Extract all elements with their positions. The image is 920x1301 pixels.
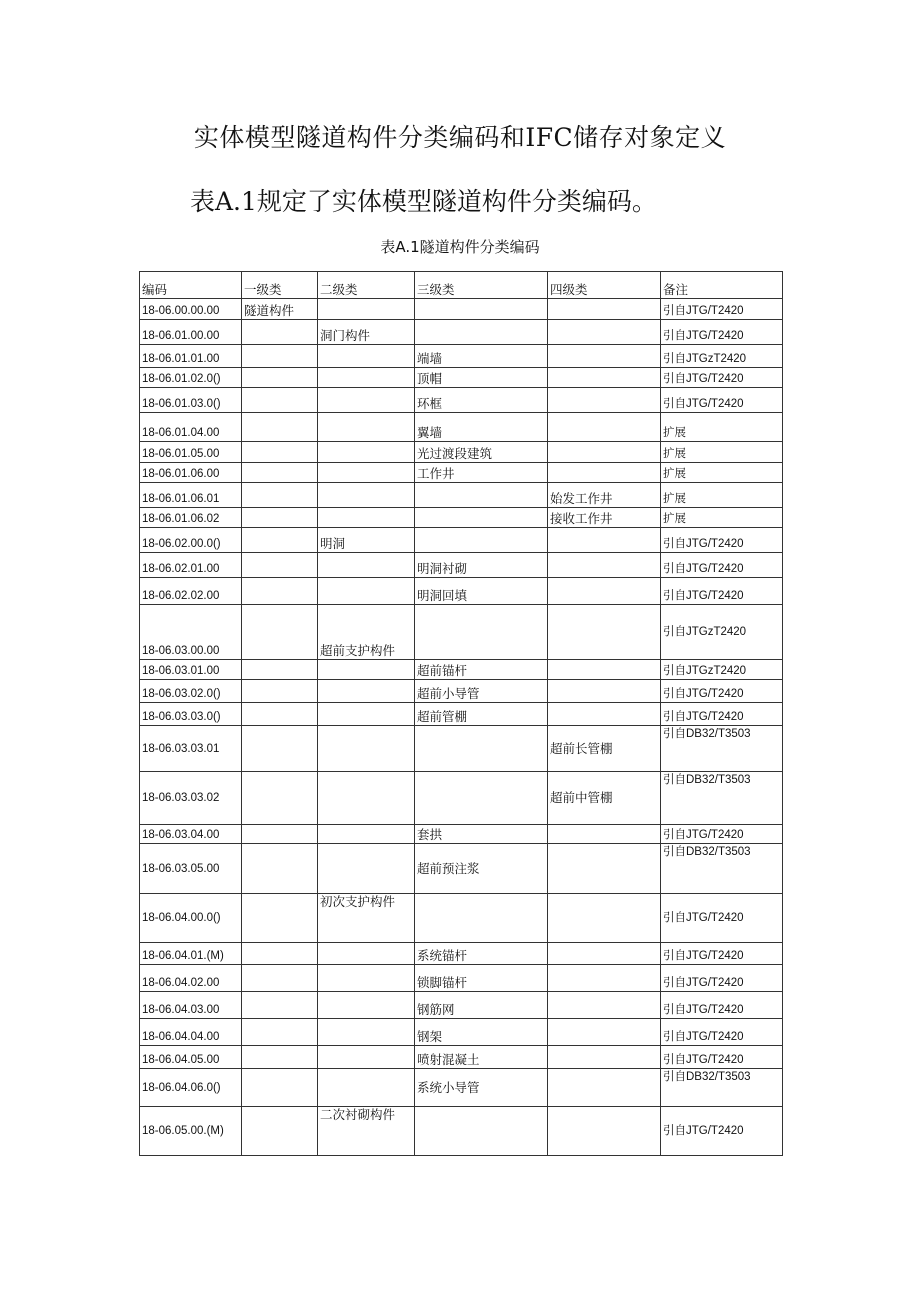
table-row [140, 844, 783, 894]
cell-code: 18-06.00.00.00 [140, 299, 242, 320]
cell-l3: 明洞回填 [415, 578, 548, 605]
cell-l3: 喷射混凝土 [415, 1046, 548, 1069]
cell-note: 扩展 [661, 413, 783, 442]
header-level2: 二级类 [318, 272, 415, 299]
table-row [140, 605, 783, 660]
cell-l4: 接收工作井 [548, 508, 661, 528]
table-row [140, 965, 783, 992]
cell-code: 18-06.01.06.01 [140, 483, 242, 508]
cell-note: 引自JTGzT2420 [661, 345, 783, 368]
cell-l2: 洞门构件 [318, 320, 415, 345]
table-row [140, 442, 783, 463]
cell-code: 18-06.01.03.0() [140, 388, 242, 413]
header-level3: 三级类 [415, 272, 548, 299]
cell-l1 [242, 368, 318, 388]
cell-note: 引自JTG/T2420 [661, 992, 783, 1019]
cell-l1 [242, 726, 318, 772]
cell-l4 [548, 320, 661, 345]
cell-note: 引自JTG/T2420 [661, 368, 783, 388]
cell-l1 [242, 483, 318, 508]
table-row [140, 726, 783, 772]
cell-l1 [242, 992, 318, 1019]
cell-code: 18-06.04.04.00 [140, 1019, 242, 1046]
cell-l2 [318, 299, 415, 320]
header-code: 编码 [140, 272, 242, 299]
cell-l1 [242, 1069, 318, 1107]
cell-note: 扩展 [661, 508, 783, 528]
cell-l4: 超前长管棚 [548, 726, 661, 772]
cell-l4 [548, 703, 661, 726]
cell-l1 [242, 965, 318, 992]
cell-l4 [548, 413, 661, 442]
cell-code: 18-06.04.02.00 [140, 965, 242, 992]
cell-l2 [318, 825, 415, 844]
cell-l1 [242, 578, 318, 605]
cell-l3 [415, 726, 548, 772]
table-row [140, 508, 783, 528]
cell-l4 [548, 1107, 661, 1156]
cell-l1 [242, 703, 318, 726]
cell-l3: 光过渡段建筑 [415, 442, 548, 463]
cell-l4 [548, 825, 661, 844]
cell-l2 [318, 992, 415, 1019]
cell-note: 引自JTG/T2420 [661, 1019, 783, 1046]
cell-note: 引自JTG/T2420 [661, 528, 783, 553]
table-caption: 表A.1隧道构件分类编码 [380, 238, 540, 256]
cell-l4 [548, 388, 661, 413]
cell-l3 [415, 508, 548, 528]
cell-l1 [242, 1107, 318, 1156]
cell-note: 引自JTG/T2420 [661, 943, 783, 965]
cell-l1 [242, 1046, 318, 1069]
cell-note: 引自DB32/T3503 [661, 772, 783, 825]
cell-code: 18-06.04.01.(M) [140, 943, 242, 965]
cell-l4 [548, 1019, 661, 1046]
table-row [140, 553, 783, 578]
cell-l2 [318, 1019, 415, 1046]
cell-note: 引自DB32/T3503 [661, 844, 783, 894]
table-header-row [140, 272, 783, 299]
cell-l3 [415, 605, 548, 660]
cell-l3: 明洞衬砌 [415, 553, 548, 578]
table-row [140, 1069, 783, 1107]
cell-l2 [318, 1069, 415, 1107]
cell-l1 [242, 320, 318, 345]
cell-l2 [318, 345, 415, 368]
cell-code: 18-06.03.03.01 [140, 726, 242, 772]
cell-l3 [415, 483, 548, 508]
cell-l2 [318, 844, 415, 894]
table-row [140, 772, 783, 825]
cell-code: 18-06.03.00.00 [140, 605, 242, 660]
cell-note: 引自JTG/T2420 [661, 388, 783, 413]
cell-note: 引自JTG/T2420 [661, 320, 783, 345]
cell-l1 [242, 345, 318, 368]
table-row [140, 680, 783, 703]
cell-l4: 超前中管棚 [548, 772, 661, 825]
table-row [140, 660, 783, 680]
table-row [140, 703, 783, 726]
cell-code: 18-06.01.00.00 [140, 320, 242, 345]
cell-code: 18-06.01.06.00 [140, 463, 242, 483]
table-row [140, 388, 783, 413]
cell-l1 [242, 388, 318, 413]
cell-l1 [242, 528, 318, 553]
cell-note: 扩展 [661, 463, 783, 483]
cell-l1 [242, 463, 318, 483]
table-row [140, 1019, 783, 1046]
cell-l2: 二次衬砌构件 [318, 1107, 415, 1156]
cell-l4 [548, 680, 661, 703]
cell-code: 18-06.03.01.00 [140, 660, 242, 680]
cell-l3: 端墙 [415, 345, 548, 368]
cell-l4 [548, 299, 661, 320]
cell-l1 [242, 825, 318, 844]
table-row [140, 943, 783, 965]
table-row [140, 825, 783, 844]
cell-l1 [242, 772, 318, 825]
cell-l3: 超前小导管 [415, 680, 548, 703]
cell-code: 18-06.02.01.00 [140, 553, 242, 578]
cell-l3: 顶帽 [415, 368, 548, 388]
cell-l2 [318, 772, 415, 825]
cell-l2 [318, 483, 415, 508]
cell-code: 18-06.01.06.02 [140, 508, 242, 528]
cell-l1 [242, 844, 318, 894]
cell-code: 18-06.01.01.00 [140, 345, 242, 368]
cell-note: 引自JTG/T2420 [661, 680, 783, 703]
cell-l3: 超前预注浆 [415, 844, 548, 894]
table-row [140, 463, 783, 483]
cell-note: 引自JTG/T2420 [661, 578, 783, 605]
cell-l2 [318, 660, 415, 680]
cell-l4 [548, 528, 661, 553]
cell-l3: 钢架 [415, 1019, 548, 1046]
table-row [140, 483, 783, 508]
cell-note: 引自JTG/T2420 [661, 965, 783, 992]
cell-l1 [242, 413, 318, 442]
cell-code: 18-06.02.00.0() [140, 528, 242, 553]
cell-l4 [548, 943, 661, 965]
table-row [140, 894, 783, 943]
cell-note: 引自JTG/T2420 [661, 894, 783, 943]
cell-l1 [242, 1019, 318, 1046]
cell-l3: 超前管棚 [415, 703, 548, 726]
cell-l3 [415, 772, 548, 825]
cell-l3: 超前锚杆 [415, 660, 548, 680]
cell-l1 [242, 442, 318, 463]
cell-code: 18-06.01.04.00 [140, 413, 242, 442]
cell-l2 [318, 508, 415, 528]
cell-note: 引自DB32/T3503 [661, 1069, 783, 1107]
cell-l4 [548, 578, 661, 605]
cell-l1: 隧道构件 [242, 299, 318, 320]
table-row [140, 345, 783, 368]
cell-l3: 套拱 [415, 825, 548, 844]
classification-table [139, 271, 783, 1156]
cell-l3: 钢筋网 [415, 992, 548, 1019]
cell-l4 [548, 345, 661, 368]
cell-l2 [318, 413, 415, 442]
cell-code: 18-06.01.02.0() [140, 368, 242, 388]
cell-note: 扩展 [661, 442, 783, 463]
cell-l1 [242, 680, 318, 703]
cell-l2: 初次支护构件 [318, 894, 415, 943]
cell-l3: 系统锚杆 [415, 943, 548, 965]
cell-l4 [548, 463, 661, 483]
cell-l4 [548, 368, 661, 388]
cell-code: 18-06.04.05.00 [140, 1046, 242, 1069]
cell-l2 [318, 578, 415, 605]
cell-code: 18-06.04.06.0() [140, 1069, 242, 1107]
table-row [140, 578, 783, 605]
cell-l4: 始发工作井 [548, 483, 661, 508]
cell-code: 18-06.04.03.00 [140, 992, 242, 1019]
intro-paragraph: 表A.1规定了实体模型隧道构件分类编码。 [190, 187, 657, 216]
cell-l4 [548, 992, 661, 1019]
cell-l2 [318, 463, 415, 483]
cell-code: 18-06.03.02.0() [140, 680, 242, 703]
cell-note: 引自JTG/T2420 [661, 825, 783, 844]
cell-code: 18-06.03.03.0() [140, 703, 242, 726]
cell-l1 [242, 894, 318, 943]
cell-code: 18-06.01.05.00 [140, 442, 242, 463]
cell-note: 引自JTG/T2420 [661, 1107, 783, 1156]
cell-l4 [548, 1046, 661, 1069]
cell-code: 18-06.05.00.(M) [140, 1107, 242, 1156]
document-title: 实体模型隧道构件分类编码和IFC储存对象定义 [193, 123, 727, 152]
cell-l4 [548, 965, 661, 992]
cell-l4 [548, 844, 661, 894]
header-level4: 四级类 [548, 272, 661, 299]
cell-code: 18-06.04.00.0() [140, 894, 242, 943]
cell-note: 引自JTGzT2420 [661, 605, 783, 660]
header-level1: 一级类 [242, 272, 318, 299]
cell-l2 [318, 368, 415, 388]
cell-l1 [242, 605, 318, 660]
cell-l2: 明洞 [318, 528, 415, 553]
cell-l1 [242, 508, 318, 528]
table-row [140, 1046, 783, 1069]
cell-note: 引自JTG/T2420 [661, 703, 783, 726]
cell-l3 [415, 894, 548, 943]
cell-l1 [242, 553, 318, 578]
cell-l2 [318, 680, 415, 703]
cell-l2 [318, 1046, 415, 1069]
cell-l2 [318, 388, 415, 413]
table-row [140, 1107, 783, 1156]
cell-l1 [242, 660, 318, 680]
cell-l4 [548, 1069, 661, 1107]
cell-note: 引自JTG/T2420 [661, 553, 783, 578]
cell-l4 [548, 605, 661, 660]
cell-l3 [415, 320, 548, 345]
cell-l4 [548, 660, 661, 680]
table-row [140, 992, 783, 1019]
cell-code: 18-06.03.03.02 [140, 772, 242, 825]
cell-l3: 工作井 [415, 463, 548, 483]
cell-l4 [548, 894, 661, 943]
cell-code: 18-06.02.02.00 [140, 578, 242, 605]
cell-l2 [318, 553, 415, 578]
cell-l1 [242, 943, 318, 965]
cell-l3: 环框 [415, 388, 548, 413]
cell-l4 [548, 442, 661, 463]
table-row [140, 320, 783, 345]
cell-l3 [415, 1107, 548, 1156]
cell-l2 [318, 943, 415, 965]
table-row [140, 368, 783, 388]
cell-l4 [548, 553, 661, 578]
cell-l2 [318, 965, 415, 992]
cell-l2 [318, 703, 415, 726]
header-note: 备注 [661, 272, 783, 299]
cell-code: 18-06.03.04.00 [140, 825, 242, 844]
cell-note: 引自JTGzT2420 [661, 660, 783, 680]
cell-note: 引自DB32/T3503 [661, 726, 783, 772]
cell-code: 18-06.03.05.00 [140, 844, 242, 894]
cell-l3: 锁脚锚杆 [415, 965, 548, 992]
cell-note: 引自JTG/T2420 [661, 1046, 783, 1069]
table-row [140, 528, 783, 553]
cell-l3 [415, 528, 548, 553]
cell-l2 [318, 442, 415, 463]
cell-l3: 翼墙 [415, 413, 548, 442]
table-row [140, 299, 783, 320]
cell-l2: 超前支护构件 [318, 605, 415, 660]
table-row [140, 413, 783, 442]
cell-note: 扩展 [661, 483, 783, 508]
cell-note: 引自JTG/T2420 [661, 299, 783, 320]
cell-l3 [415, 299, 548, 320]
cell-l3: 系统小导管 [415, 1069, 548, 1107]
cell-l2 [318, 726, 415, 772]
